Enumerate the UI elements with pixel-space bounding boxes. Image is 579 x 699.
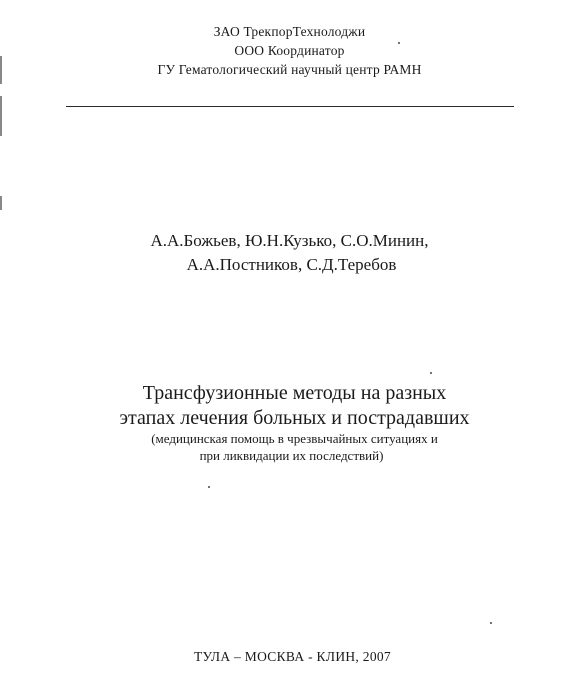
- authors-line: А.А.Постников, С.Д.Теребов: [186, 255, 397, 274]
- imprint-line: ТУЛА – МОСКВА - КЛИН, 2007: [194, 649, 391, 664]
- book-title-line: этапах лечения больных и пострадавших: [119, 407, 470, 429]
- authors-line: А.А.Божьев, Ю.Н.Кузько, С.О.Минин,: [150, 231, 429, 250]
- scan-edge-mark: [0, 96, 2, 136]
- organization-line: ГУ Гематологический научный центр РАМН: [157, 62, 422, 77]
- organization-line: ООО Координатор: [234, 43, 345, 58]
- scan-speck: [490, 622, 492, 624]
- book-subtitle-line: при ликвидации их последствий): [199, 448, 384, 463]
- authors-block: [0, 229, 579, 277]
- book-subtitle-line: (медицинская помощь в чрезвычайных ситуациях и: [151, 431, 438, 446]
- book-title-line: Трансфузионные методы на разных: [142, 382, 447, 404]
- scan-speck: [208, 486, 210, 488]
- scan-edge-mark: [0, 56, 2, 84]
- header-divider: [66, 106, 514, 107]
- scan-speck: [398, 42, 400, 44]
- book-title-block: [0, 380, 579, 464]
- scan-edge-mark: [0, 196, 2, 210]
- imprint-block: [0, 648, 579, 666]
- publisher-block: [0, 22, 579, 79]
- scan-speck: [430, 372, 432, 374]
- organization-line: ЗАО ТрекпорТехнолоджи: [213, 24, 366, 39]
